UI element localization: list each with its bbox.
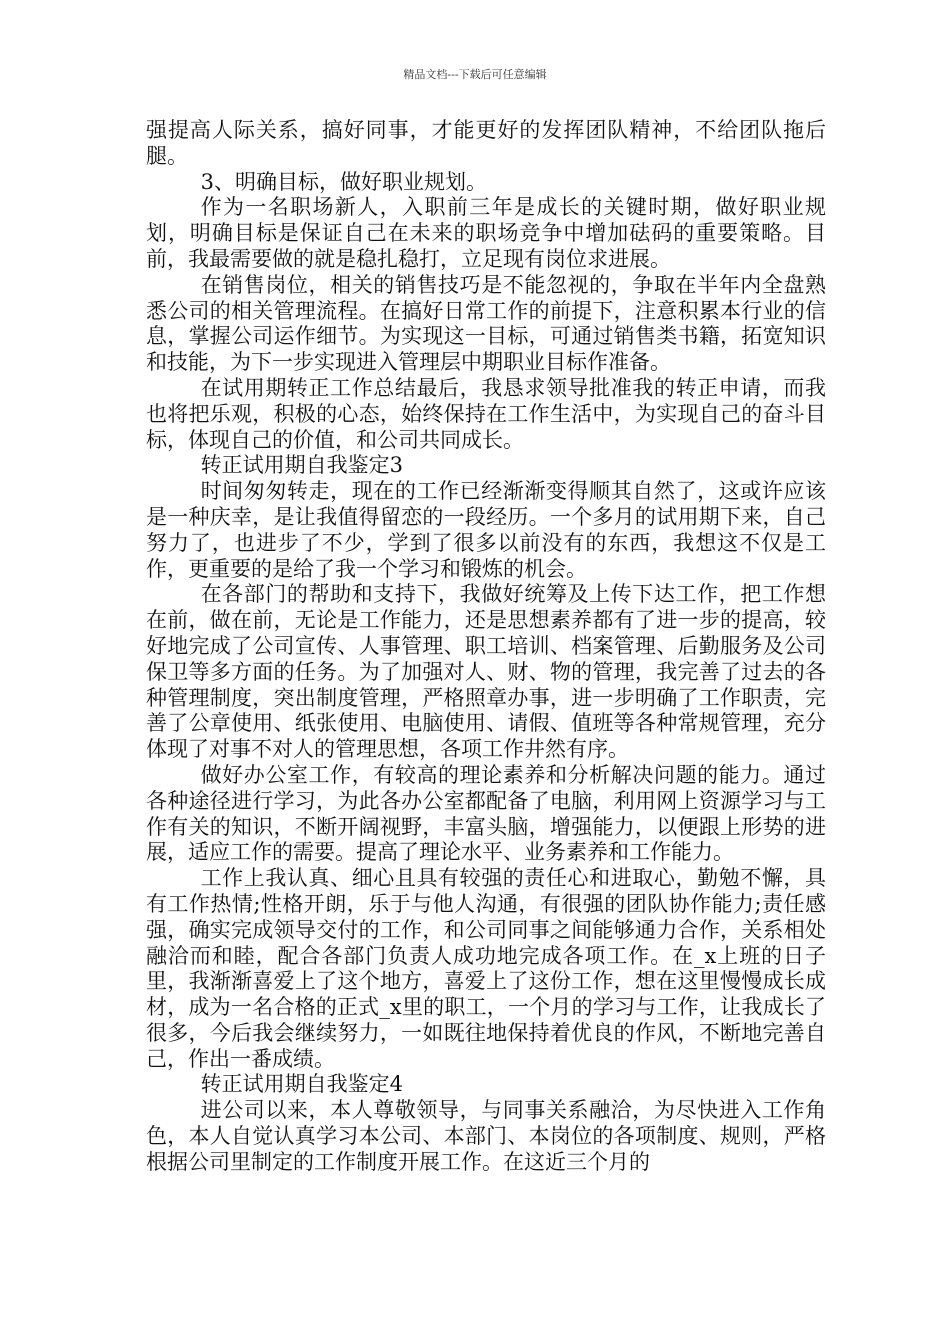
list-heading: 3、明确目标，做好职业规划。 [200,169,487,194]
paragraph: 进公司以来，本人尊敬领导，与同事关系融洽，为尽快进入工作角色，本人自觉认真学习本公司、本部门、本岗位的各项制度、规则，严格根据公司里制定的工作制度开展工作。在这近三个月的 [146,1098,826,1174]
paragraph: 在试用期转正工作总结最后，我恳求领导批准我的转正申请，而我也将把乐观，积极的心态，始终保持在工作生活中，为实现自己的奋斗目标，体现自己的价值，和公司共同成长。 [146,375,826,452]
document-body [146,118,826,1176]
paragraph: 做好办公室工作，有较高的理论素养和分析解决问题的能力。通过各种途径进行学习，为此各办公室都配备了电脑，利用网上资源学习与工作有关的知识，不断开阔视野，丰富头脑，增强能力，以便跟上形势的进展，适应工作的需要。提高了理论水平、业务素养和工作能力。 [146,762,826,865]
paragraph: 作为一名职场新人，入职前三年是成长的关键时期，做好职业规划，明确目标是保证自己在未来的职场竞争中增加砝码的重要策略。目前，我最需要做的就是稳扎稳打，立足现有岗位求进展。 [146,195,826,271]
paragraph: 时间匆匆转走，现在的工作已经渐渐变得顺其自然了，这或许应该是一种庆幸，是让我值得留恋的一段经历。一个多月的试用期下来，自己努力了，也进步了不少，学到了很多以前没有的东西，我想这不仅是工作，更重要的是给了我一个学习和锻炼的机会。 [146,479,826,581]
paragraph: 工作上我认真、细心且具有较强的责任心和进取心，勤勉不懈，具有工作热情;性格开朗，乐于与他人沟通，有很强的团队协作能力;责任感强，确实完成领导交付的工作，和公司同事之间能够通力合作，关系相处融洽而和睦，配合各部门负责人成功地完成各项工作。在_x上班的日子里，我渐渐喜爱上了这个地方，喜爱上了这份工作，想在这里慢慢成长成材，成为一名合格的正式_x里的职工，一个月的学习与工作，让我成长了很多，今后我会继续努力，一如既往地保持着优良的作风，不断地完善自己，作出一番成绩。 [146,866,826,1071]
paragraph: 在销售岗位，相关的销售技巧是不能忽视的，争取在半年内全盘熟悉公司的相关管理流程。在搞好日常工作的前提下，注意积累本行业的信息，掌握公司运作细节。为实现这一目标，可通过销售类书籍，拓宽知识和技能，为下一步实现进入管理层中期职业目标作准备。 [146,272,826,375]
section-heading: 转正试用期自我鉴定4 [200,1072,403,1097]
section-heading: 转正试用期自我鉴定3 [200,453,403,478]
paragraph: 在各部门的帮助和支持下，我做好统筹及上传下达工作，把工作想在前，做在前，无论是工作能力，还是思想素养都有了进一步的提高，较好地完成了公司宣传、人事管理、职工培训、档案管理、后勤服务及公司保卫等多方面的任务。为了加强对人、财、物的管理，我完善了过去的各种管理制度，突出制度管理，严格照章办事，进一步明确了工作职责，完善了公章使用、纸张使用、电脑使用、请假、值班等各种常规管理，充分体现了对事不对人的管理思想，各项工作井然有序。 [146,582,826,762]
page-header: 精品文档---下载后可任意编辑 [403,68,547,81]
paragraph: 强提高人际关系，搞好同事，才能更好的发挥团队精神，不给团队拖后腿。 [146,118,826,168]
